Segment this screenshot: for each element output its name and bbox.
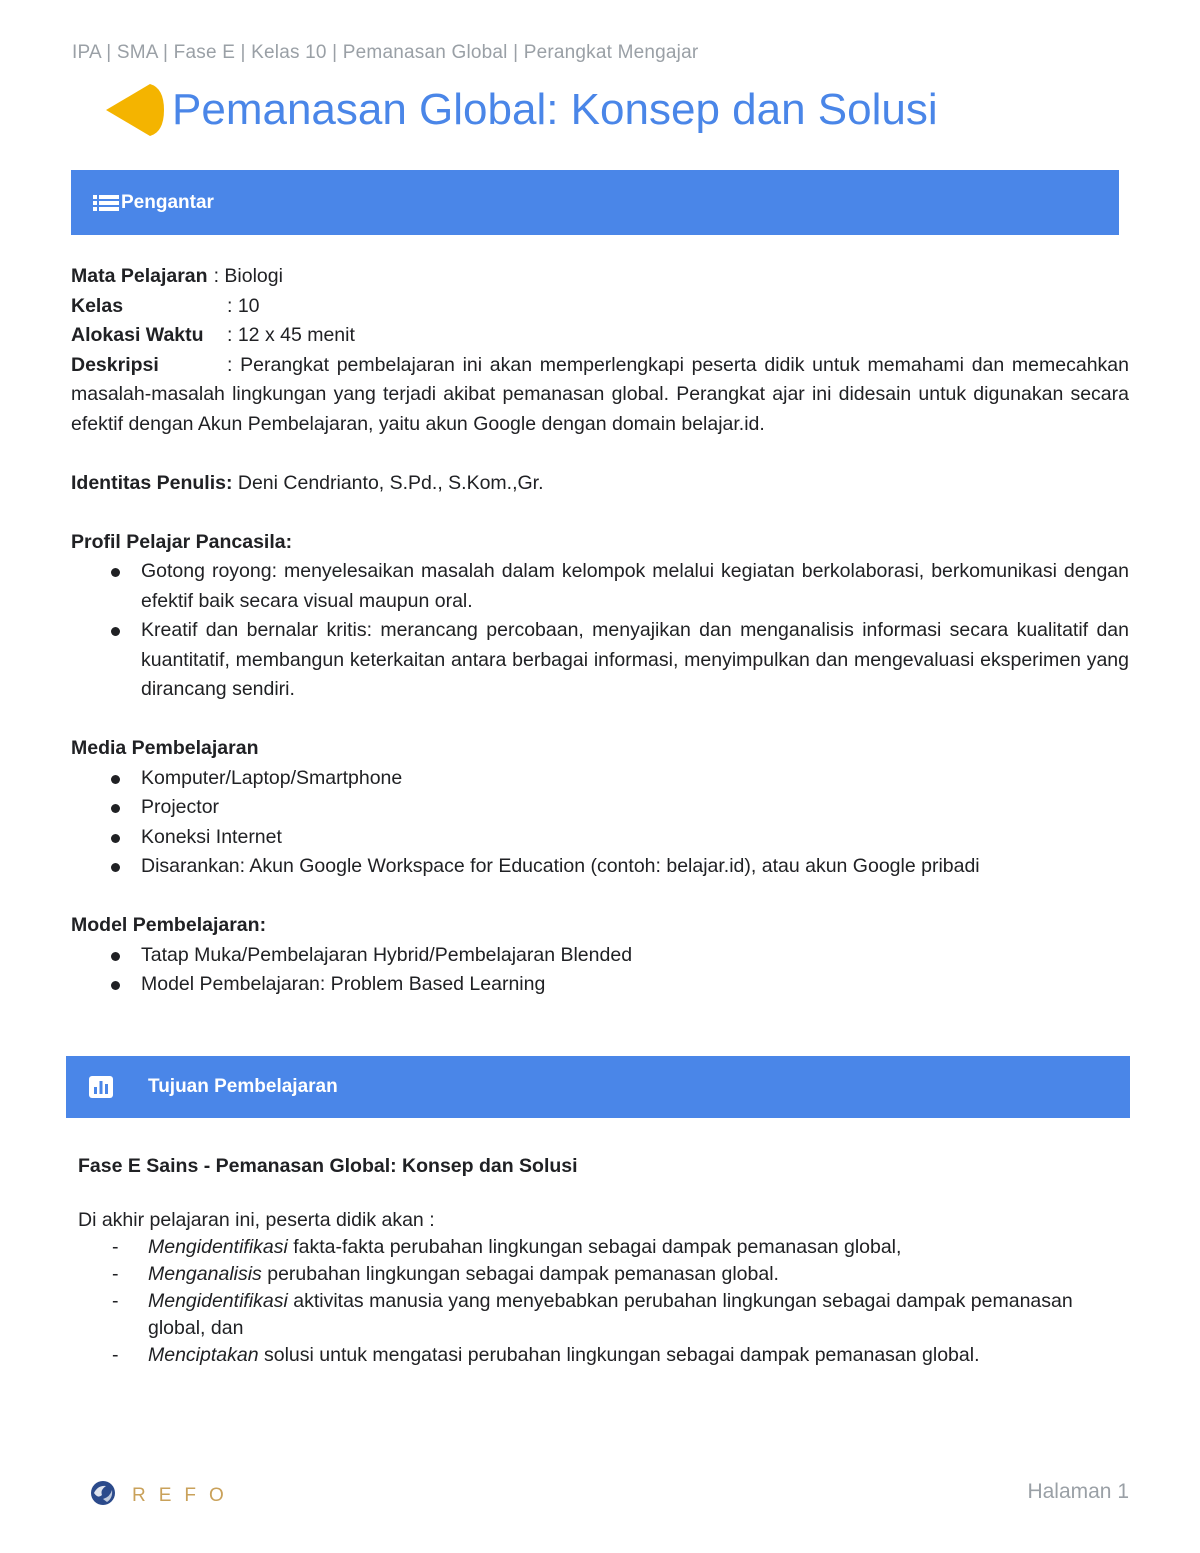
field-kelas	[71, 292, 1129, 322]
section-header-pengantar	[71, 170, 1119, 235]
field-value: : 12 x 45 menit	[227, 324, 355, 346]
section-title: Pengantar	[121, 191, 214, 213]
objectives-intro: Di akhir pelajaran ini, peserta didik akan :	[78, 1209, 435, 1231]
field-label: Alokasi Waktu	[71, 324, 204, 346]
list-item: Projector	[71, 793, 1129, 823]
bar-chart-icon	[88, 1075, 114, 1099]
list-item: - Mengidentifikasi aktivitas manusia yang menyebabkan perubahan lingkungan sebagai dampak pemanasan global, dan	[78, 1288, 1078, 1342]
page-title: Pemanasan Global: Konsep dan Solusi	[172, 85, 938, 134]
media-heading: Media Pembelajaran	[71, 737, 259, 759]
profil-list	[71, 557, 1129, 705]
media-list	[71, 764, 1129, 882]
field-value: Deni Cendrianto, S.Pd., S.Kom.,Gr.	[232, 471, 544, 494]
model-list	[71, 941, 1129, 1000]
field-deskripsi	[71, 351, 1129, 440]
model-heading: Model Pembelajaran:	[71, 914, 267, 936]
list-icon	[93, 192, 119, 214]
list-item: Komputer/Laptop/Smartphone	[71, 764, 1129, 794]
footer-logo	[88, 1479, 237, 1512]
field-value: : Perangkat pembelajaran ini akan memperlengkapi peserta didik untuk memahami dan memecahkan masalah-masalah lingkungan yang terjadi akibat pemanasan global. Perangkat ajar ini didesain untuk digunakan secara efektif dengan Akun Pembelajaran, yaitu akun Google dengan domain belajar.id.	[71, 353, 1129, 435]
section-title: Tujuan Pembelajaran	[148, 1076, 338, 1097]
list-item: Tatap Muka/Pembelajaran Hybrid/Pembelajaran Blended	[71, 941, 1129, 971]
title-marker-icon	[104, 80, 166, 140]
intro-content	[71, 262, 1129, 1000]
field-label: Kelas	[71, 294, 124, 317]
section-header-tujuan	[66, 1056, 1130, 1118]
refo-logo-icon	[88, 1479, 118, 1512]
field-alokasi-waktu	[71, 321, 1129, 351]
page-number: Halaman 1	[1027, 1480, 1129, 1503]
list-item: - Menciptakan solusi untuk mengatasi perubahan lingkungan sebagai dampak pemanasan global.	[78, 1342, 1078, 1369]
field-value: : 10	[227, 294, 260, 317]
author-identity	[71, 469, 1129, 499]
title-row	[104, 80, 938, 140]
list-item: Kreatif dan bernalar kritis: merancang percobaan, menyajikan dan menganalisis informasi secara kualitatif dan kuantitatif, membangun keterkaitan antara berbagai informasi, menyimpulkan dan mengevaluasi eksperimen yang dirancang sendiri.	[71, 616, 1129, 705]
list-item: Disarankan: Akun Google Workspace for Education (contoh: belajar.id), atau akun Google pribadi	[71, 852, 1129, 882]
breadcrumb: IPA | SMA | Fase E | Kelas 10 | Pemanasan Global | Perangkat Mengajar	[72, 42, 699, 63]
list-item: - Menganalisis perubahan lingkungan sebagai dampak pemanasan global.	[78, 1261, 1078, 1288]
field-value: : Biologi	[213, 265, 283, 287]
list-item: - Mengidentifikasi fakta-fakta perubahan lingkungan sebagai dampak pemanasan global,	[78, 1234, 1078, 1261]
field-label: Identitas Penulis:	[71, 471, 233, 494]
field-label: Mata Pelajaran	[71, 265, 208, 287]
list-item: Koneksi Internet	[71, 823, 1129, 853]
field-mata-pelajaran	[71, 262, 1129, 292]
objectives-subheading: Fase E Sains - Pemanasan Global: Konsep dan Solusi	[78, 1155, 578, 1177]
field-label: Deskripsi	[71, 353, 159, 376]
list-item: Model Pembelajaran: Problem Based Learning	[71, 970, 1129, 1000]
objectives-content	[78, 1153, 1078, 1369]
objectives-list	[78, 1234, 1078, 1369]
profil-heading: Profil Pelajar Pancasila:	[71, 530, 293, 553]
brand-name: REFO	[132, 1484, 237, 1506]
list-item: Gotong royong: menyelesaikan masalah dalam kelompok melalui kegiatan berkolaborasi, berkomunikasi dengan efektif baik secara visual maupun oral.	[71, 557, 1129, 616]
